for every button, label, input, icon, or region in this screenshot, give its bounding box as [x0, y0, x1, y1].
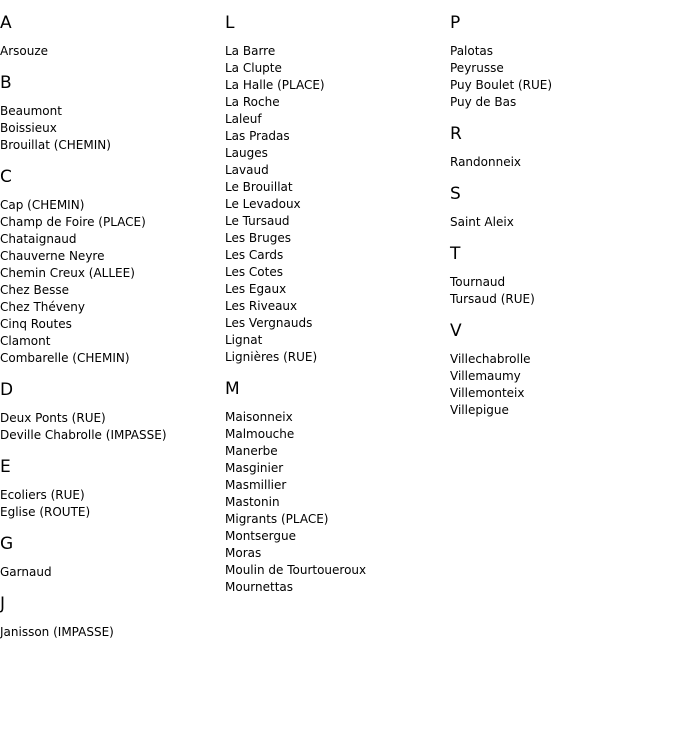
street-link-saint-aleix[interactable]: Saint Aleix — [450, 215, 514, 229]
street-link-lignat[interactable]: Lignat — [225, 333, 263, 347]
letter-section-e — [0, 456, 225, 521]
street-list — [450, 43, 675, 111]
street-link-chataignaud[interactable]: Chataignaud — [0, 232, 77, 246]
letter-heading: A — [0, 13, 12, 33]
letter-section-j — [0, 593, 225, 641]
street-link-laleuf[interactable]: Laleuf — [225, 112, 262, 126]
street-link-deux-ponts-rue[interactable]: Deux Ponts (RUE) — [0, 411, 106, 425]
street-link-villemonteix[interactable]: Villemonteix — [450, 386, 525, 400]
street-link-lauges[interactable]: Lauges — [225, 146, 268, 160]
street-link-les-cards[interactable]: Les Cards — [225, 248, 284, 262]
letter-section-t — [450, 243, 675, 308]
letter-heading: V — [450, 321, 462, 341]
letter-section-g — [0, 533, 225, 581]
street-list — [450, 154, 675, 171]
street-link-villechabrolle[interactable]: Villechabrolle — [450, 352, 531, 366]
street-link-villepigue[interactable]: Villepigue — [450, 403, 509, 417]
letter-heading: B — [0, 73, 12, 93]
street-link-la-barre[interactable]: La Barre — [225, 44, 276, 58]
street-link-la-halle-place[interactable]: La Halle (PLACE) — [225, 78, 325, 92]
street-link-randonneix[interactable]: Randonneix — [450, 155, 522, 169]
street-link-chez-besse[interactable]: Chez Besse — [0, 283, 69, 297]
street-link-maisonneix[interactable]: Maisonneix — [225, 410, 293, 424]
street-link-lavaud[interactable]: Lavaud — [225, 163, 269, 177]
street-link-la-roche[interactable]: La Roche — [225, 95, 280, 109]
street-link-moulin-de-tourtoueroux[interactable]: Moulin de Tourtoueroux — [225, 563, 367, 577]
index-column-2 — [225, 12, 450, 608]
street-link-peyrusse[interactable]: Peyrusse — [450, 61, 504, 75]
street-link-tournaud[interactable]: Tournaud — [450, 275, 506, 289]
letter-heading: J — [0, 594, 6, 614]
street-link-les-riveaux[interactable]: Les Riveaux — [225, 299, 298, 313]
street-list — [0, 410, 225, 444]
street-link-chemin-creux-allee[interactable]: Chemin Creux (ALLEE) — [0, 266, 135, 280]
street-list — [450, 351, 675, 419]
letter-section-c — [0, 166, 225, 367]
street-link-las-pradas[interactable]: Las Pradas — [225, 129, 290, 143]
letter-section-v — [450, 320, 675, 419]
street-list — [0, 103, 225, 154]
letter-section-m — [225, 378, 450, 596]
street-link-le-tursaud[interactable]: Le Tursaud — [225, 214, 290, 228]
street-link-masmillier[interactable]: Masmillier — [225, 478, 287, 492]
street-link-migrants-place[interactable]: Migrants (PLACE) — [225, 512, 329, 526]
street-link-mournettas[interactable]: Mournettas — [225, 580, 294, 594]
street-link-les-cotes[interactable]: Les Cotes — [225, 265, 283, 279]
street-link-garnaud[interactable]: Garnaud — [0, 565, 52, 579]
letter-heading: D — [0, 380, 14, 400]
street-link-le-levadoux[interactable]: Le Levadoux — [225, 197, 301, 211]
street-link-boissieux[interactable]: Boissieux — [0, 121, 57, 135]
street-link-villemaumy[interactable]: Villemaumy — [450, 369, 521, 383]
street-link-eglise-route[interactable]: Eglise (ROUTE) — [0, 505, 91, 519]
letter-heading: C — [0, 167, 12, 187]
street-link-cap-chemin[interactable]: Cap (CHEMIN) — [0, 198, 85, 212]
street-link-la-clupte[interactable]: La Clupte — [225, 61, 282, 75]
street-link-champ-de-foire-place[interactable]: Champ de Foire (PLACE) — [0, 215, 146, 229]
street-link-moras[interactable]: Moras — [225, 546, 262, 560]
letter-heading: E — [0, 457, 11, 477]
letter-heading: P — [450, 13, 461, 33]
street-link-malmouche[interactable]: Malmouche — [225, 427, 295, 441]
street-list — [225, 43, 450, 366]
street-link-brouillat-chemin[interactable]: Brouillat (CHEMIN) — [0, 138, 111, 152]
letter-section-a — [0, 12, 225, 60]
street-link-puy-de-bas[interactable]: Puy de Bas — [450, 95, 517, 109]
street-link-manerbe[interactable]: Manerbe — [225, 444, 278, 458]
street-link-montsergue[interactable]: Montsergue — [225, 529, 296, 543]
street-link-chauverne-neyre[interactable]: Chauverne Neyre — [0, 249, 105, 263]
street-link-puy-boulet-rue[interactable]: Puy Boulet (RUE) — [450, 78, 553, 92]
street-list — [450, 274, 675, 308]
letter-heading: L — [225, 13, 235, 33]
street-link-masginier[interactable]: Masginier — [225, 461, 284, 475]
letter-section-s — [450, 183, 675, 231]
street-list — [225, 409, 450, 596]
street-link-les-bruges[interactable]: Les Bruges — [225, 231, 291, 245]
index-column-1 — [0, 12, 225, 653]
letter-heading: R — [450, 124, 462, 144]
street-list — [450, 214, 675, 231]
letter-heading: G — [0, 534, 14, 554]
street-link-mastonin[interactable]: Mastonin — [225, 495, 280, 509]
street-link-arsouze[interactable]: Arsouze — [0, 44, 49, 58]
letter-section-p — [450, 12, 675, 111]
street-list — [0, 564, 225, 581]
street-link-beaumont[interactable]: Beaumont — [0, 104, 62, 118]
letter-section-r — [450, 123, 675, 171]
street-list — [0, 43, 225, 60]
street-list — [0, 487, 225, 521]
street-link-les-vergnauds[interactable]: Les Vergnauds — [225, 316, 313, 330]
letter-section-d — [0, 379, 225, 444]
letter-section-l — [225, 12, 450, 366]
letter-heading: T — [450, 244, 461, 264]
street-link-le-brouillat[interactable]: Le Brouillat — [225, 180, 293, 194]
street-link-janisson-impasse[interactable]: Janisson (IMPASSE) — [0, 625, 114, 639]
street-link-ecoliers-rue[interactable]: Ecoliers (RUE) — [0, 488, 85, 502]
street-link-palotas[interactable]: Palotas — [450, 44, 494, 58]
street-link-chez-theveny[interactable]: Chez Théveny — [0, 300, 85, 314]
street-link-clamont[interactable]: Clamont — [0, 334, 51, 348]
street-link-tursaud-rue[interactable]: Tursaud (RUE) — [450, 292, 535, 306]
letter-heading: M — [225, 379, 240, 399]
street-link-lignieres-rue[interactable]: Lignières (RUE) — [225, 350, 318, 364]
street-list — [0, 624, 225, 641]
letter-heading: S — [450, 184, 461, 204]
street-link-les-egaux[interactable]: Les Egaux — [225, 282, 287, 296]
street-link-deville-chabrolle-impasse[interactable]: Deville Chabrolle (IMPASSE) — [0, 428, 167, 442]
street-link-cinq-routes[interactable]: Cinq Routes — [0, 317, 72, 331]
letter-section-b — [0, 72, 225, 154]
street-list — [0, 197, 225, 367]
index-column-3 — [450, 12, 675, 431]
street-link-combarelle-chemin[interactable]: Combarelle (CHEMIN) — [0, 351, 130, 365]
